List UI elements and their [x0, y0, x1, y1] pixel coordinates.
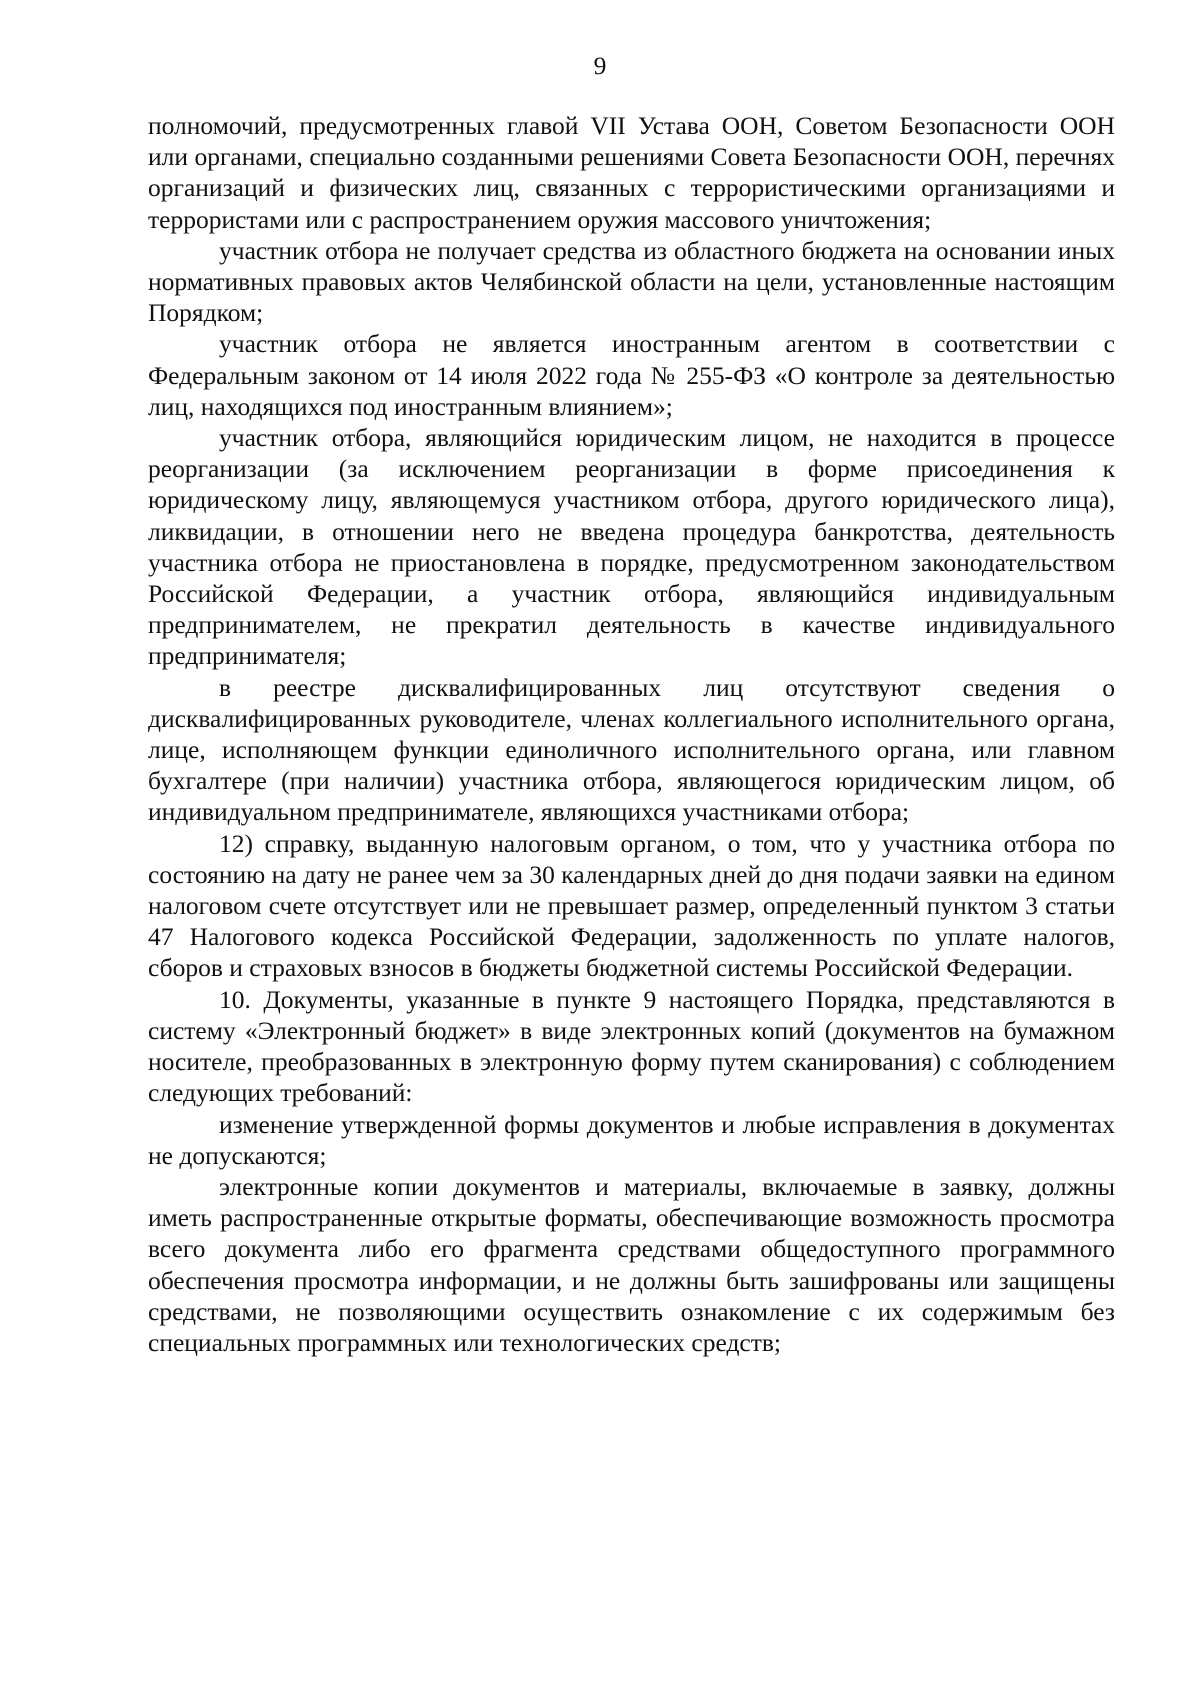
paragraph-electronic-copies-formats: электронные копии документов и материалы, включаемые в заявку, должны иметь распространенные открытые форматы, обеспечивающие возможность просмотра всего документа либо его фрагмента средствами общедоступного программного обеспечения просмотра информации, и не должны быть зашифрованы или защищены средствами, не позволяющими осуществить ознакомление с их содержимым без специальных программных или технологических средств; — [148, 1171, 1115, 1357]
paragraph-no-corrections: изменение утвержденной формы документов и любые исправления в документах не допускаются; — [148, 1109, 1115, 1170]
page-number: 9 — [593, 51, 607, 80]
paragraph-section-10-documents: 10. Документы, указанные в пункте 9 настоящего Порядка, представляются в систему «Электронный бюджет» в виде электронных копий (документов на бумажном носителе, преобразованных в электронную форму путем сканирования) с соблюдением следующих требований: — [148, 984, 1115, 1108]
paragraph-disqualified-persons-registry: в реестре дисквалифицированных лиц отсутствуют сведения о дисквалифицированных руководителе, членах коллегиального исполнительного органа, лице, исполняющем функции единоличного исполнительного органа, или главном бухгалтере (при наличии) участника отбора, являющегося юридическим лицом, об индивидуальном предпринимателе, являющихся участниками отбора; — [148, 672, 1115, 827]
paragraph-tax-certificate: 12) справку, выданную налоговым органом, о том, что у участника отбора по состоянию на дату не ранее чем за 30 календарных дней до дня подачи заявки на едином налоговом счете отсутствует или не превышает размер, определенный пунктом 3 статьи 47 Налогового кодекса Российской Федерации, задолженность по уплате налогов, сборов и страховых взносов в бюджеты бюджетной системы Российской Федерации. — [148, 828, 1115, 983]
paragraph-continuation-un-lists: полномочий, предусмотренных главой VII Устава ООН, Советом Безопасности ООН или органами, специально созданными решениями Совета Безопасности ООН, перечнях организаций и физических лиц, связанных с террористическими организациями и террористами или с распространением оружия массового уничтожения; — [148, 111, 1115, 234]
paragraph-not-foreign-agent: участник отбора не является иностранным агентом в соответствии с Федеральным законом от 14 июля 2022 года № 255-ФЗ «О контроле за деятельностью лиц, находящихся под иностранным влиянием»; — [148, 329, 1115, 421]
paragraph-no-regional-budget-funds: участник отбора не получает средства из областного бюджета на основании иных нормативных правовых актов Челябинской области на цели, установленные настоящим Порядком; — [148, 235, 1115, 328]
paragraph-not-in-reorganization: участник отбора, являющийся юридическим лицом, не находится в процессе реорганизации (за исключением реорганизации в форме присоединения к юридическому лицу, являющемуся участником отбора, другого юридического лица), ликвидации, в отношении него не введена процедура банкротства, деятельность участника отбора не приостановлена в порядке, предусмотренном законодательством Российской Федерации, а участник отбора, являющийся индивидуальным предпринимателем, не прекратил деятельность в качестве индивидуального предпринимателя; — [148, 423, 1115, 671]
document-body — [148, 110, 1115, 1358]
